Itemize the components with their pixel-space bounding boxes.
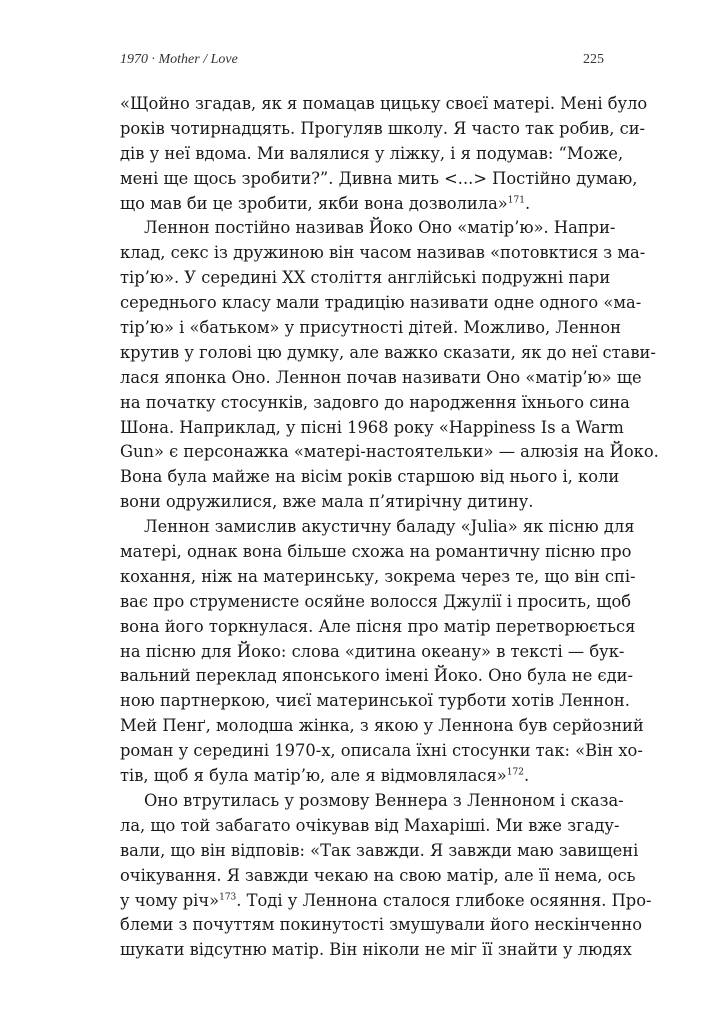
text-line-content: Мей Пенґ, молодша жінка, з якою у Леннона був серйозний (120, 716, 644, 736)
text-line (120, 192, 604, 217)
text-line (120, 341, 656, 366)
text-line (120, 590, 632, 615)
text-line-content: крутив у голові цю думку, але важко сказати, як до неї стави- (120, 342, 656, 362)
text-line-continuation: . (523, 766, 530, 786)
text-line-content: що мав би це зробити, якби вона дозволила» (120, 193, 508, 213)
text-line-content: Оно втрутилась у розмову Веннера з Ленноном і сказа- (144, 790, 624, 810)
text-line-content: на початку стосунків, задовго до народження їхнього сина (120, 392, 630, 412)
text-line (120, 167, 638, 192)
text-line-content: Леннон постійно називав Йоко Оно «матір’ю». Напри- (144, 218, 616, 238)
text-line (120, 416, 624, 441)
text-line (120, 664, 634, 689)
text-line (120, 938, 632, 963)
running-head (120, 52, 604, 72)
text-line-content: вали, що він відповів: «Так завжди. Я завжди маю завищені (120, 840, 639, 860)
text-line (120, 117, 646, 142)
text-line-content: ває про струменисте осяйне волосся Джулії і просить, щоб (120, 591, 632, 611)
text-line (120, 241, 646, 266)
text-line-content: мені ще щось зробити?”. Дивна мить <...> Постійно думаю, (120, 168, 638, 188)
text-line-content: вона його торкнулася. Але пісня про матір перетворюється (120, 616, 636, 636)
text-line (120, 316, 621, 341)
text-line (120, 889, 652, 914)
text-line-content: очікування. Я завжди чекаю на свою матір, але її нема, ось (120, 865, 636, 885)
footnote-marker: 171 (507, 195, 525, 206)
text-line-content: блеми з почуттям покинутості змушували його нескінченно (120, 915, 643, 935)
text-line (120, 540, 632, 565)
text-line-content: середнього класу мали традицію називати одне одного «ма- (120, 293, 642, 313)
text-line-content: тір’ю» і «батьком» у присутності дітей. Можливо, Леннон (120, 318, 621, 338)
text-line-content: шукати відсутню матір. Він ніколи не міг її знайти у людях (120, 940, 632, 960)
text-line (120, 640, 625, 665)
text-line-content: років чотирнадцять. Прогуляв школу. Я часто так робив, си- (120, 118, 646, 138)
text-line (120, 714, 644, 739)
text-line-content: вони одружилися, вже мала п’ятирічну дитину. (120, 492, 534, 512)
text-line-continuation: . Тоді у Леннона сталося глибоке осяяння. Про- (236, 890, 652, 910)
footnote-marker: 172 (506, 767, 524, 778)
text-line (120, 864, 636, 889)
text-line (120, 216, 616, 241)
text-line (120, 615, 636, 640)
text-line (120, 565, 636, 590)
text-line (120, 764, 604, 789)
page-number: 225 (583, 52, 604, 67)
text-line (120, 142, 624, 167)
text-line-content: лася японка Оно. Леннон почав називати Оно «матір’ю» ще (120, 367, 642, 387)
text-line (120, 266, 611, 291)
text-line (120, 789, 624, 814)
text-line (120, 465, 620, 490)
text-line-content: вальний переклад японського імені Йоко. Оно була не єди- (120, 666, 634, 686)
text-line-content: у чому річ» (120, 890, 220, 910)
text-line-content: Шона. Наприклад, у пісні 1968 року «Happiness Is a Warm (120, 417, 624, 437)
text-line-content: роман у середині 1970-х, описала їхні стосунки так: «Він хо- (120, 741, 643, 761)
running-head-section: 1970 · Mother / Love (120, 52, 238, 67)
text-line (120, 814, 620, 839)
text-line (120, 366, 642, 391)
text-line-continuation: . (524, 193, 531, 213)
text-line (120, 689, 630, 714)
text-line-content: Леннон замислив акустичну баладу «Julia» як пісню для (144, 517, 635, 537)
text-line-content: дів у неї вдома. Ми валялися у ліжку, і я подумав: “Може, (120, 143, 624, 163)
text-line-content: кохання, ніж на материнську, зокрема через те, що він спі- (120, 566, 636, 586)
text-line (120, 440, 659, 465)
text-line-content: матері, однак вона більше схожа на романтичну пісню про (120, 542, 632, 562)
text-line-content: ною партнеркою, чиєї материнської турботи хотів Леннон. (120, 691, 630, 711)
text-line (120, 739, 643, 764)
footnote-marker: 173 (219, 892, 237, 903)
text-line (120, 839, 639, 864)
text-line-content: тір’ю». У середині ХХ століття англійські подружні пари (120, 268, 611, 288)
text-line-content: Вона була майже на вісім років старшою від нього і, коли (120, 467, 620, 487)
text-line-content: клад, секс із дружиною він часом називав «потовктися з ма- (120, 243, 646, 263)
text-line-content: тів, щоб я була матір’ю, але я відмовлялася» (120, 766, 507, 786)
body-text (120, 92, 659, 963)
text-line (120, 391, 630, 416)
text-line-content: ла, що той забагато очікував від Махаріші. Ми вже згаду- (120, 815, 620, 835)
text-line (120, 515, 635, 540)
text-line (120, 291, 642, 316)
text-line (120, 92, 648, 117)
text-line (120, 913, 643, 938)
text-line-content: «Щойно згадав, як я помацав цицьку своєї матері. Мені було (120, 94, 648, 113)
text-line-content: Gun» є персонажка «матері-настоятельки» — алюзія на Йоко. (120, 442, 659, 462)
text-line (120, 490, 604, 515)
text-line-content: на пісню для Йоко: слова «дитина океану» в тексті — бук- (120, 641, 625, 661)
